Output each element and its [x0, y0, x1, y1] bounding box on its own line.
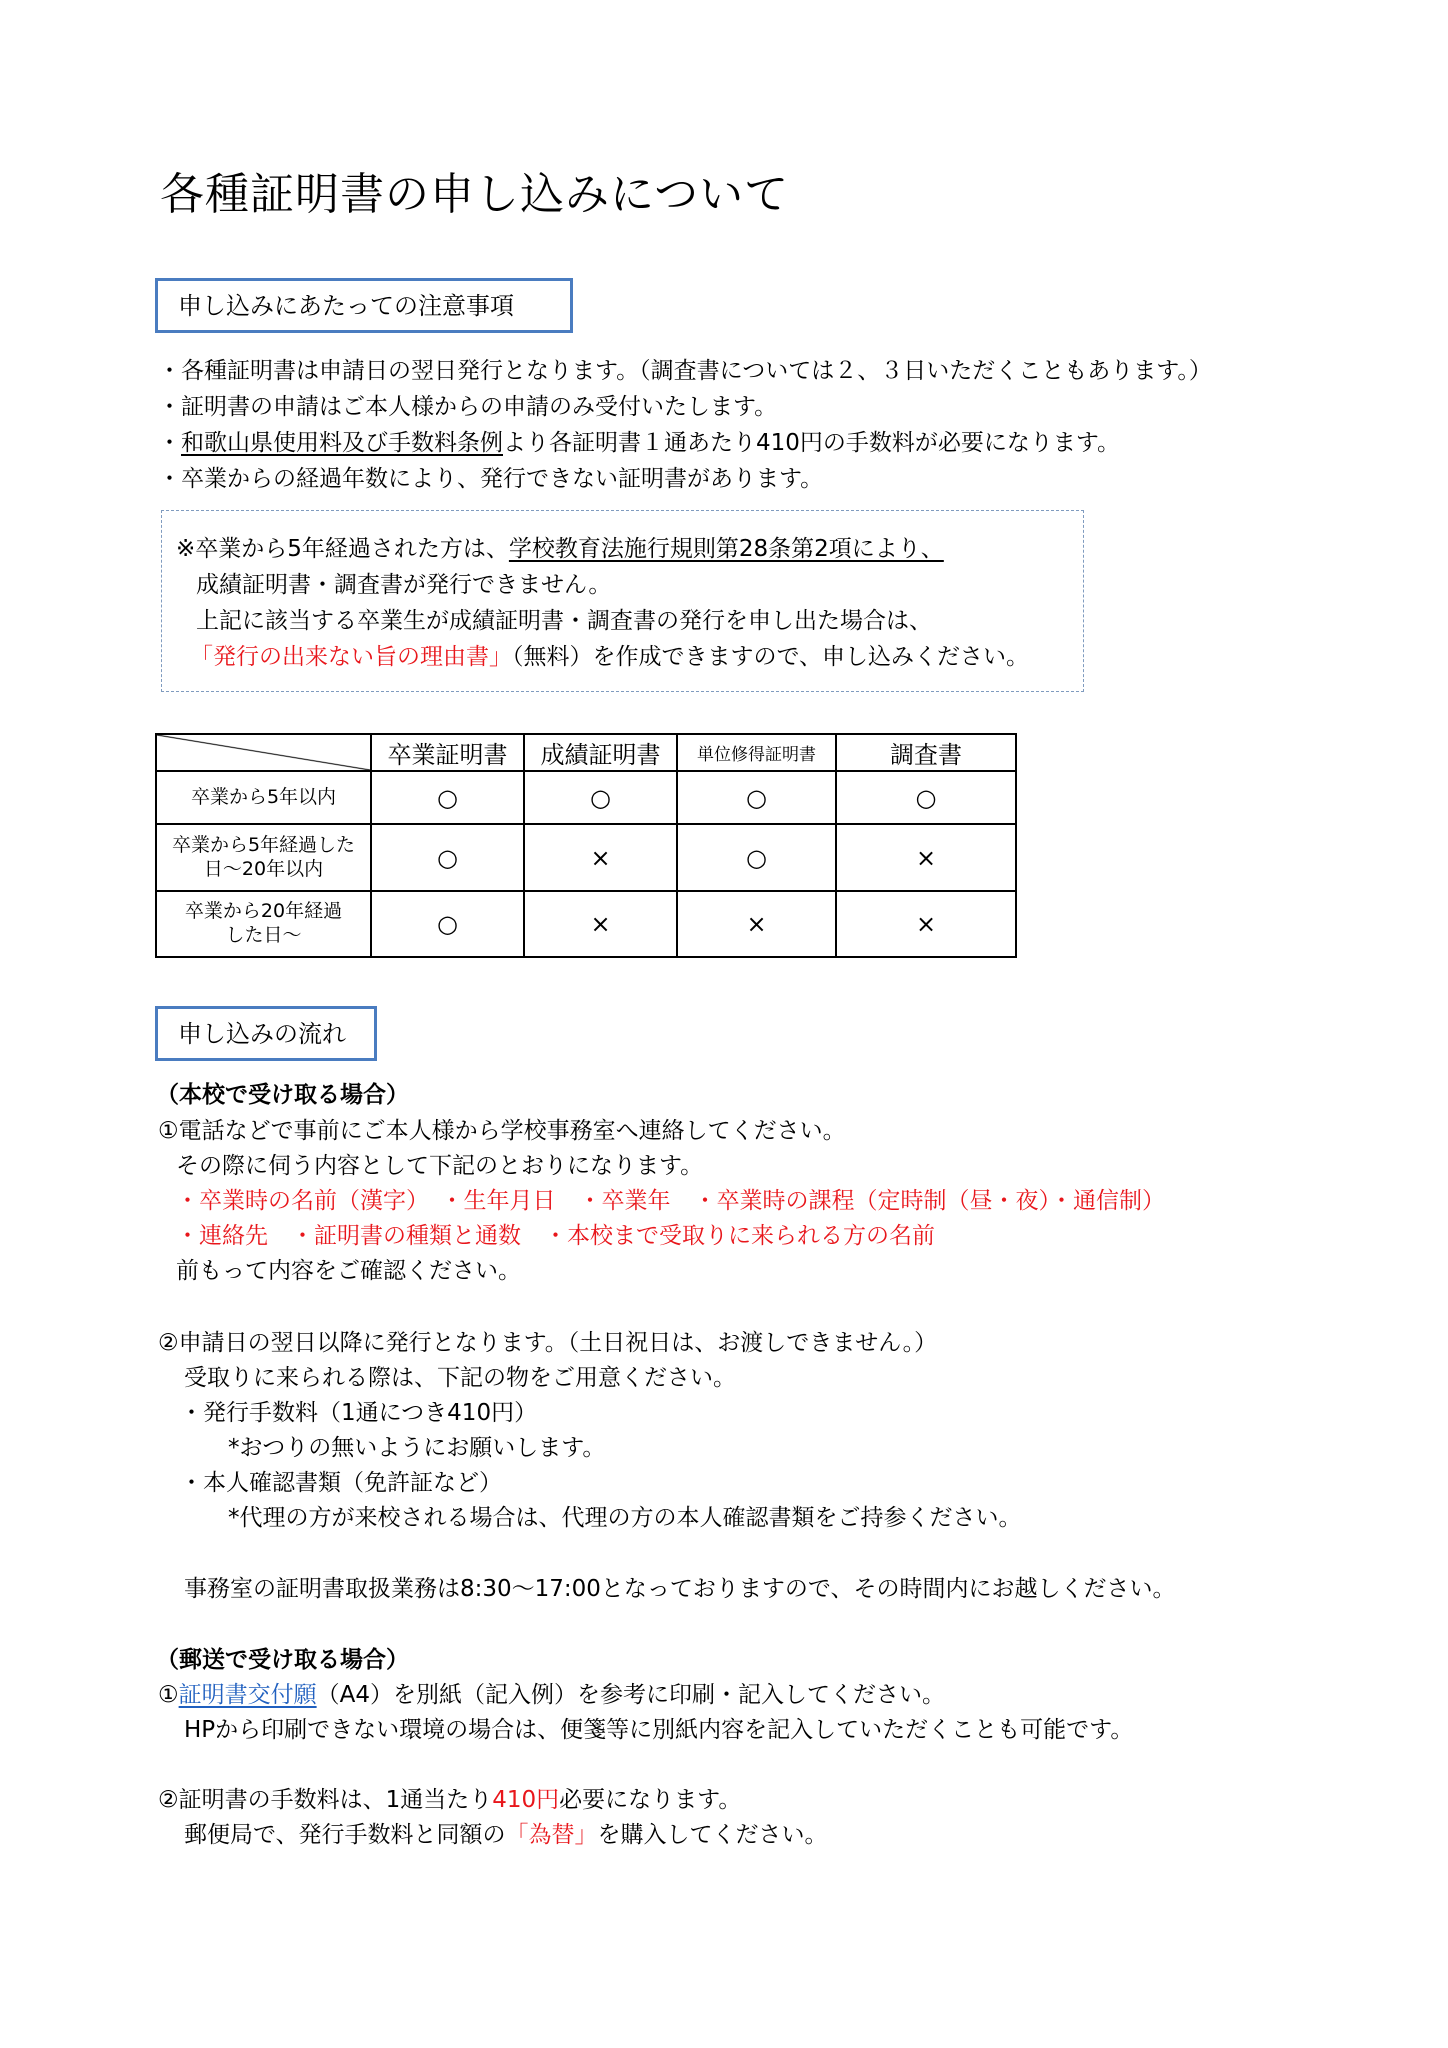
- table-cell: ×: [677, 891, 836, 957]
- office-hours-text: 事務室の証明書取扱業務は8:30～17:00となっておりますので、その時間内にお越しください。: [184, 1576, 1176, 1602]
- notice-bullet-2: ・証明書の申請はご本人様からの申請のみ受付いたします。: [158, 394, 778, 420]
- table-cell: ○: [836, 771, 1016, 824]
- notice-bullet-4: ・卒業からの経過年数により、発行できない証明書があります。: [158, 466, 824, 492]
- table-header-cell: 成績証明書: [524, 734, 677, 771]
- school-step-2-sub: 受取りに来られる際は、下記の物をご用意ください。: [184, 1365, 736, 1391]
- table-row-label: [156, 824, 371, 891]
- table-cell: ○: [371, 891, 524, 957]
- school-required-info-2: ・連絡先 ・証明書の種類と通数 ・本校まで受取りに来られる方の名前: [176, 1223, 935, 1249]
- section-heading-notes-label: 申し込みにあたっての注意事項: [178, 291, 514, 320]
- notice-bullet-3-rest: より各証明書１通あたり410円の手数料が必要になります。: [503, 430, 1121, 456]
- table-cell: ○: [677, 771, 836, 824]
- table-header-cell: 卒業証明書: [371, 734, 524, 771]
- section-heading-flow: [155, 1006, 377, 1061]
- school-step-1-sub: その際に伺う内容として下記のとおりになります。: [176, 1153, 704, 1179]
- table-header-cell: 調査書: [836, 734, 1016, 771]
- note-reason-document: 「発行の出来ない旨の理由書」: [190, 644, 512, 670]
- note-line-2: 成績証明書・調査書が発行できません。: [196, 572, 612, 598]
- mail-pickup-heading: （郵送で受け取る場合）: [156, 1647, 409, 1673]
- table-row-label-line: 日～20年以内: [203, 857, 324, 880]
- mail-step-1-prefix: ①: [158, 1682, 179, 1708]
- mail-step-2: [158, 1789, 741, 1812]
- money-order-text: 「為替」: [505, 1822, 598, 1848]
- table-cell: ○: [371, 824, 524, 891]
- school-item-fee-note: *おつりの無いようにお願いします。: [228, 1435, 606, 1461]
- note-line-4: [190, 646, 1029, 669]
- table-row: [156, 891, 1016, 957]
- note-line-4-rest: （無料）を作成できますので、申し込みください。: [512, 644, 1030, 670]
- mail-step-1-sub: HPから印刷できない環境の場合は、便箋等に別紙内容を記入していただくことも可能です。: [184, 1717, 1134, 1743]
- note-line-3: 上記に該当する卒業生が成績証明書・調査書の発行を申し出た場合は、: [196, 608, 932, 634]
- notice-bullet-1: ・各種証明書は申請日の翌日発行となります。（調査書については２、３日いただくこともあります。）: [158, 358, 1212, 384]
- table-header-cell: 単位修得証明書: [677, 734, 836, 771]
- mail-step-3-prefix: 郵便局で、発行手数料と同額の: [184, 1822, 506, 1848]
- mail-step-3-rest: を購入してください。: [597, 1822, 828, 1848]
- school-confirm-text: 前もって内容をご確認ください。: [176, 1258, 521, 1284]
- table-cell: ×: [524, 891, 677, 957]
- table-row: [156, 771, 1016, 824]
- school-step-1: ①電話などで事前にご本人様から学校事務室へ連絡してください。: [158, 1118, 846, 1144]
- section-heading-flow-label: 申し込みの流れ: [178, 1019, 346, 1048]
- application-form-link[interactable]: 証明書交付願: [178, 1682, 317, 1708]
- school-required-info-1: ・卒業時の名前（漢字） ・生年月日 ・卒業年 ・卒業時の課程（定時制（昼・夜）・通信制）: [176, 1188, 1165, 1214]
- table-corner-cell: [156, 734, 371, 771]
- note-line-1: [176, 538, 944, 561]
- mail-fee-amount: 410円: [492, 1787, 560, 1813]
- table-row-label-line: した日～: [225, 924, 302, 946]
- section-heading-notes: [155, 278, 573, 333]
- table-row-label: 卒業から5年以内: [156, 771, 371, 824]
- table-cell: ×: [836, 891, 1016, 957]
- note-line-1-prefix: ※卒業から5年経過された方は、: [176, 536, 509, 562]
- table-cell: ○: [677, 824, 836, 891]
- school-item-id: ・本人確認書類（免許証など）: [180, 1470, 502, 1496]
- school-pickup-heading: （本校で受け取る場合）: [156, 1082, 409, 1108]
- table-header-row: [156, 734, 1016, 771]
- notice-bullet-3-prefix: ・: [158, 430, 181, 456]
- table-cell: ×: [524, 824, 677, 891]
- table-row: [156, 824, 1016, 891]
- mail-step-2-rest: 必要になります。: [559, 1787, 742, 1813]
- page-title: 各種証明書の申し込みについて: [160, 169, 790, 220]
- mail-step-2-prefix: ②証明書の手数料は、1通当たり: [158, 1787, 493, 1813]
- table-row-label-line: 卒業から20年経過: [184, 900, 343, 923]
- school-item-id-note: *代理の方が来校される場合は、代理の方の本人確認書類をご持参ください。: [228, 1505, 1022, 1531]
- fee-ordinance-text: 和歌山県使用料及び手数料条例: [181, 430, 503, 456]
- certificate-table: [155, 733, 1017, 958]
- table-cell: ○: [524, 771, 677, 824]
- notice-bullet-3: [158, 432, 1120, 455]
- table-row-label: [156, 891, 371, 957]
- note-regulation-text: 学校教育法施行規則第28条第2項により、: [508, 536, 944, 562]
- mail-step-1-rest: （A4）を別紙（記入例）を参考に印刷・記入してください。: [316, 1682, 945, 1708]
- mail-step-3: [184, 1824, 828, 1847]
- school-item-fee: ・発行手数料（1通につき410円）: [180, 1400, 538, 1426]
- mail-step-1: [158, 1684, 945, 1707]
- table-cell: ×: [836, 824, 1016, 891]
- school-step-2: ②申請日の翌日以降に発行となります。（土日祝日は、お渡しできません。）: [158, 1330, 938, 1356]
- table-row-label-line: 卒業から5年経過した: [171, 833, 356, 856]
- table-cell: ○: [371, 771, 524, 824]
